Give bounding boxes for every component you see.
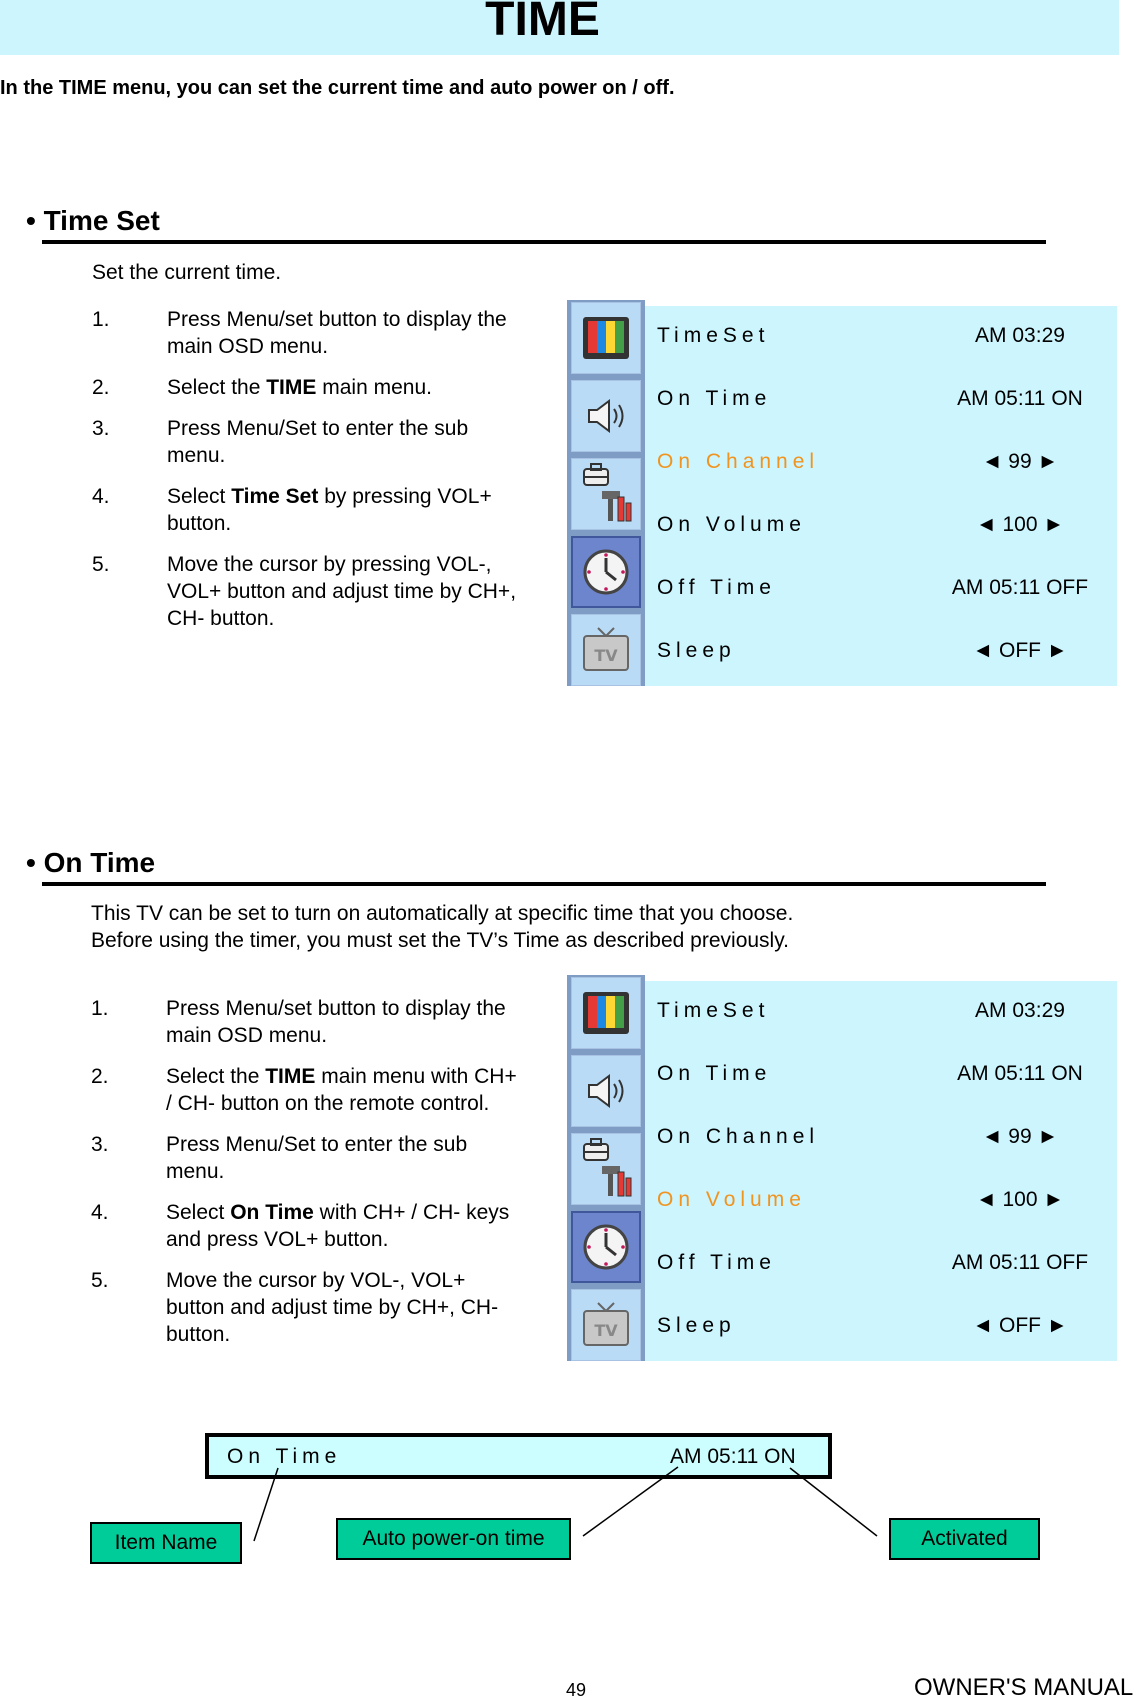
step-number: 4. xyxy=(92,485,110,508)
osd-item-value: AM 05:11 ON xyxy=(957,1062,1083,1085)
section-description-1: This TV can be set to turn on automatically at specific time that you choose. xyxy=(91,902,794,925)
step-text: Move the cursor by pressing VOL-, VOL+ button and adjust time by CH+, CH- button. xyxy=(167,553,517,630)
page-number: 49 xyxy=(566,1680,587,1700)
osd-item-value: ◄ 99 ► xyxy=(981,1125,1059,1148)
osd-item-value: ◄ 99 ► xyxy=(981,450,1059,473)
step-text: Move the cursor by VOL-, VOL+ button and adjust time by CH+, CH- button. xyxy=(166,1269,499,1346)
step-text: by pressing VOL+ button. xyxy=(167,485,492,535)
step-bold: Time Set xyxy=(231,485,319,508)
step-text: Press Menu/Set to enter the sub menu. xyxy=(167,417,469,467)
step-number: 2. xyxy=(92,376,110,399)
intro-text: In the TIME menu, you can set the current time and auto power on / off. xyxy=(0,77,675,99)
osd-item-value: ◄ OFF ► xyxy=(972,639,1068,662)
osd-item-label: Sleep xyxy=(657,639,736,662)
step-text: Press Menu/Set to enter the sub menu. xyxy=(166,1133,468,1183)
osd-item-label: On Channel xyxy=(657,450,820,473)
osd-item-value: AM 03:29 xyxy=(975,324,1065,347)
step-text: Press Menu/set button to display the main OSD menu. xyxy=(166,997,506,1047)
svg-text:TV: TV xyxy=(594,646,618,665)
step-number: 5. xyxy=(91,1269,109,1292)
osd-item-value: ◄ 100 ► xyxy=(975,513,1065,536)
step-bold: TIME xyxy=(266,376,317,399)
step-text: Select the xyxy=(166,1065,266,1088)
step-number: 5. xyxy=(92,553,110,576)
step-text: Select xyxy=(166,1201,231,1224)
callout-activated: Activated xyxy=(889,1518,1040,1560)
step-bold: On Time xyxy=(230,1201,314,1224)
page-title: TIME xyxy=(485,0,600,46)
step-text: Press Menu/set button to display the main OSD menu. xyxy=(167,308,507,358)
step-text: Select the xyxy=(167,376,267,399)
step-text: main menu. xyxy=(316,376,432,399)
step-number: 2. xyxy=(91,1065,109,1088)
section-description: Set the current time. xyxy=(92,261,282,284)
step-text: main menu with CH+ / CH- button on the remote control. xyxy=(166,1065,517,1115)
step-text: Select xyxy=(167,485,232,508)
step-number: 1. xyxy=(92,308,110,331)
osd-item-value: ◄ 100 ► xyxy=(975,1188,1065,1211)
osd-item-label: Off Time xyxy=(657,1251,776,1274)
step-number: 4. xyxy=(91,1201,109,1224)
step-number: 3. xyxy=(92,417,110,440)
step-number: 1. xyxy=(91,997,109,1020)
osd-item-label: On Time xyxy=(657,1062,772,1085)
osd-item-label: On Channel xyxy=(657,1125,820,1148)
example-item-name: On Time xyxy=(227,1445,342,1468)
step-number: 3. xyxy=(91,1133,109,1156)
osd-item-label: Sleep xyxy=(657,1314,736,1337)
osd-item-label: On Time xyxy=(657,387,772,410)
osd-item-label: TimeSet xyxy=(657,999,770,1022)
section-description-2: Before using the timer, you must set the TV’s Time as described previously. xyxy=(91,929,789,952)
osd-item-value: AM 05:11 ON xyxy=(957,387,1083,410)
osd-item-value: ◄ OFF ► xyxy=(972,1314,1068,1337)
section-heading-on-time: • On Time xyxy=(26,847,156,878)
section-heading-time-set: • Time Set xyxy=(26,205,160,236)
osd-item-value: AM 03:29 xyxy=(975,999,1065,1022)
osd-item-value: AM 05:11 OFF xyxy=(951,1251,1089,1274)
footer-text: OWNER'S MANUAL xyxy=(914,1674,1134,1701)
step-bold: TIME xyxy=(265,1065,316,1088)
step-text: with CH+ / CH- keys and press VOL+ button. xyxy=(166,1201,510,1251)
osd-item-label: Off Time xyxy=(657,576,776,599)
callout-item-name: Item Name xyxy=(90,1522,242,1564)
callout-auto-power-on-time: Auto power-on time xyxy=(336,1518,571,1560)
osd-item-label: On Volume xyxy=(657,1188,806,1211)
svg-text:TV: TV xyxy=(594,1321,618,1340)
example-item-value: AM 05:11 ON xyxy=(670,1445,796,1468)
osd-item-value: AM 05:11 OFF xyxy=(951,576,1089,599)
osd-item-label: TimeSet xyxy=(657,324,770,347)
osd-item-label: On Volume xyxy=(657,513,806,536)
